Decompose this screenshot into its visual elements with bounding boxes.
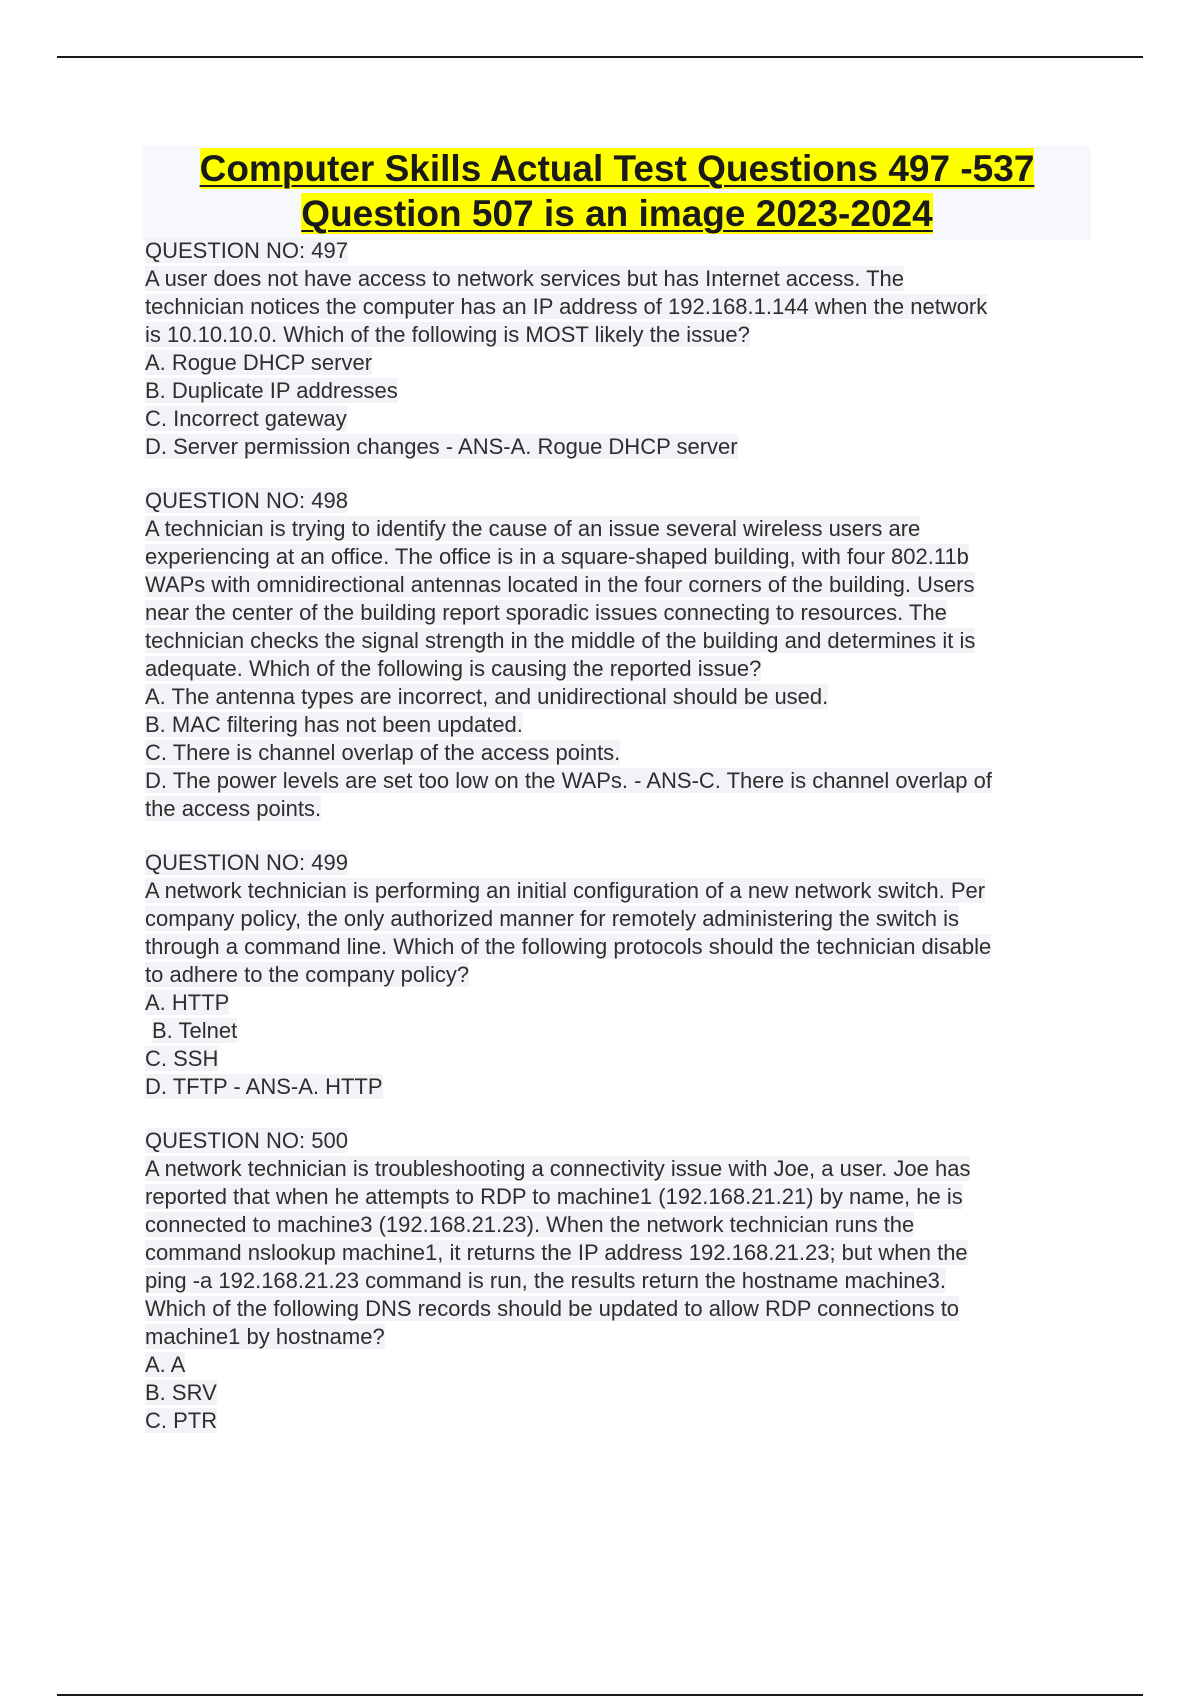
question-number: QUESTION NO: 500 [145,1128,348,1153]
question-number: QUESTION NO: 498 [145,488,348,513]
question-text-line: near the center of the building report sporadic issues connecting to resources. The [145,600,947,625]
answer-option: B. Telnet [152,1018,238,1043]
question-text-line: through a command line. Which of the following protocols should the technician disable [145,934,992,959]
answer-option-with-answer: D. TFTP - ANS-A. HTTP [145,1074,383,1099]
answer-option: A. The antenna types are incorrect, and unidirectional should be used. [145,684,829,709]
answer-option: C. Incorrect gateway [145,406,347,431]
question-497 [145,237,1095,461]
answer-option: B. SRV [145,1380,217,1405]
question-text-line: company policy, the only authorized manner for remotely administering the switch is [145,906,959,931]
question-text-line: A technician is trying to identify the cause of an issue several wireless users are [145,516,921,541]
question-text-line: to adhere to the company policy? [145,962,470,987]
question-number: QUESTION NO: 499 [145,850,348,875]
answer-option-with-answer: the access points. [145,796,322,821]
top-rule [57,56,1143,58]
question-number: QUESTION NO: 497 [145,238,348,263]
question-text-line: Which of the following DNS records should be updated to allow RDP connections to [145,1296,960,1321]
answer-option: A. Rogue DHCP server [145,350,373,375]
question-498 [145,487,1095,823]
question-text-line: technician notices the computer has an IP address of 192.168.1.144 when the network [145,294,988,319]
question-text-line: A user does not have access to network services but has Internet access. The [145,266,904,291]
question-text-line: experiencing at an office. The office is in a square-shaped building, with four 802.11b [145,544,969,569]
question-500 [145,1127,1095,1435]
question-499 [145,849,1095,1101]
questions-list [145,237,1095,1461]
document-title [143,146,1091,240]
answer-option: C. SSH [145,1046,219,1071]
question-text-line: WAPs with omnidirectional antennas located in the four corners of the building. Users [145,572,975,597]
question-text-line: adequate. Which of the following is causing the reported issue? [145,656,762,681]
answer-option: C. PTR [145,1408,218,1433]
question-text-line: is 10.10.10.0. Which of the following is MOST likely the issue? [145,322,750,347]
question-text-line: ping -a 192.168.21.23 command is run, the results return the hostname machine3. [145,1268,947,1293]
bottom-rule [57,1694,1143,1696]
title-line-1: Computer Skills Actual Test Questions 497 -537 [199,148,1035,189]
question-text-line: command nslookup machine1, it returns the IP address 192.168.21.23; but when the [145,1240,968,1265]
answer-option: B. Duplicate IP addresses [145,378,398,403]
question-text-line: technician checks the signal strength in the middle of the building and determines it is [145,628,976,653]
question-text-line: A network technician is performing an initial configuration of a new network switch. Per [145,878,986,903]
answer-option-with-answer: D. Server permission changes - ANS-A. Rogue DHCP server [145,434,738,459]
answer-option: A. A [145,1352,186,1377]
title-line-2: Question 507 is an image 2023-2024 [301,193,933,234]
question-text-line: machine1 by hostname? [145,1324,385,1349]
question-text-line: A network technician is troubleshooting a connectivity issue with Joe, a user. Joe has [145,1156,971,1181]
answer-option: C. There is channel overlap of the access points. [145,740,621,765]
question-text-line: connected to machine3 (192.168.21.23). When the network technician runs the [145,1212,915,1237]
answer-option: B. MAC filtering has not been updated. [145,712,523,737]
question-text-line: reported that when he attempts to RDP to machine1 (192.168.21.21) by name, he is [145,1184,963,1209]
answer-option: A. HTTP [145,990,230,1015]
answer-option-with-answer: D. The power levels are set too low on the WAPs. - ANS-C. There is channel overlap of [145,768,992,793]
